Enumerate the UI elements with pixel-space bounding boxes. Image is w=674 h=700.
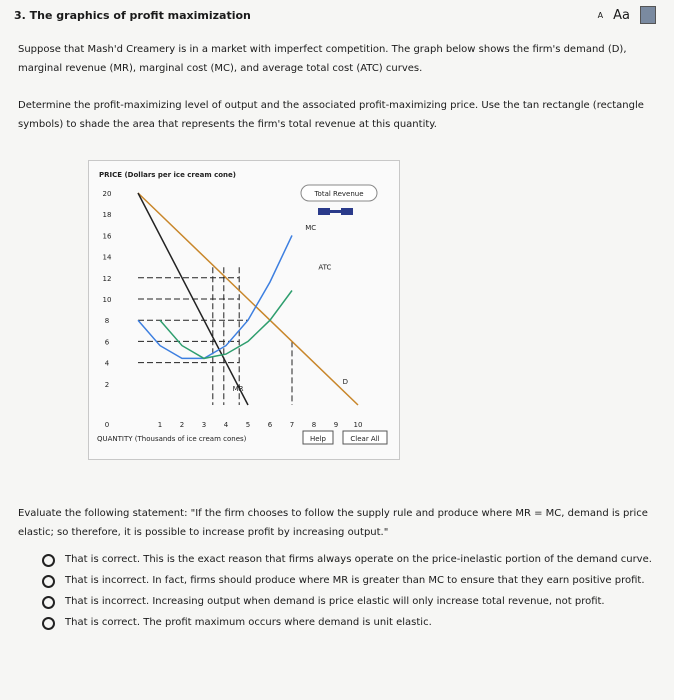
question-title: 3. The graphics of profit maximization (14, 9, 251, 22)
rectangle-tool-icon[interactable] (318, 208, 353, 215)
x-axis-label: QUANTITY (Thousands of ice cream cones) (97, 435, 247, 443)
y-tick-label: 12 (102, 274, 112, 283)
radio-button[interactable] (42, 596, 55, 609)
y-tick-label: 20 (102, 190, 112, 198)
x-tick-label: 6 (267, 421, 273, 429)
radio-button[interactable] (42, 575, 55, 588)
book-icon[interactable] (640, 6, 656, 24)
y-tick-label: 16 (102, 232, 112, 241)
total-revenue-legend-label: Total Revenue (314, 190, 364, 198)
mr-label: MR (232, 385, 244, 394)
answer-option-4[interactable] (42, 614, 662, 632)
y-tick-label: 8 (104, 317, 110, 326)
increase-font-button[interactable]: Aa (613, 7, 630, 23)
answer-option-label: That is correct. This is the exact reason that firms always operate on the price-inelastic portion of the demand curve. (65, 554, 652, 565)
answer-option-1[interactable] (42, 551, 662, 569)
answer-option-2[interactable] (42, 572, 662, 590)
question-text: Evaluate the following statement: "If the firm chooses to follow the supply rule and produce where MR = MC, demand is price elastic; so therefore, it is possible to increase profit by increasing output." (18, 508, 648, 538)
profit-graph[interactable] (89, 161, 399, 459)
decrease-font-button[interactable]: A (597, 10, 604, 20)
answer-option-label: That is incorrect. In fact, firms should produce where MR is greater than MC to ensure that they earn positive profit. (65, 575, 645, 586)
y-tick-label: 4 (104, 359, 110, 368)
instruction-text: Determine the profit-maximizing level of output and the associated profit-maximizing price. Use the tan rectangle (rectangle symbols) to shade the area that represents the firm's total revenue at this quantity. (18, 100, 644, 130)
y-tick-label: 14 (102, 253, 112, 262)
x-tick-label: 7 (289, 421, 295, 429)
radio-button[interactable] (42, 617, 55, 630)
answer-option-label: That is incorrect. Increasing output when demand is price elastic will only increase total revenue, not profit. (65, 596, 605, 607)
y-tick-label: 6 (104, 338, 110, 347)
clear-all-button-label: Clear All (350, 435, 380, 443)
x-tick-label: 3 (201, 421, 207, 429)
x-tick-label: 10 (353, 421, 363, 429)
y-tick-label: 2 (104, 380, 110, 389)
d-label: D (342, 377, 348, 386)
intro-text: Suppose that Mash'd Creamery is in a market with imperfect competition. The graph below shows the firm's demand (D), marginal revenue (MR), marginal cost (MC), and average total cost (ATC) curves. (18, 44, 627, 74)
atc-curve (160, 291, 292, 359)
y-axis-label: PRICE (Dollars per ice cream cone) (99, 171, 236, 179)
x-tick-label: 0 (104, 421, 110, 429)
help-button-label: Help (310, 435, 326, 443)
header-tools (598, 6, 656, 24)
x-tick-label: 1 (157, 421, 163, 429)
radio-button[interactable] (42, 554, 55, 567)
answer-options (42, 551, 662, 635)
graph-panel (88, 160, 400, 460)
y-tick-label: 10 (102, 296, 112, 304)
x-tick-label: 9 (333, 421, 339, 429)
x-tick-label: 2 (179, 421, 185, 429)
x-tick-label: 8 (311, 421, 317, 429)
x-tick-label: 4 (223, 421, 229, 429)
answer-option-3[interactable] (42, 593, 662, 611)
mc-label: MC (305, 224, 317, 233)
y-tick-label: 18 (102, 211, 112, 220)
x-tick-label: 5 (245, 421, 251, 429)
atc-label: ATC (318, 263, 332, 272)
answer-option-label: That is correct. The profit maximum occurs where demand is unit elastic. (65, 617, 432, 628)
